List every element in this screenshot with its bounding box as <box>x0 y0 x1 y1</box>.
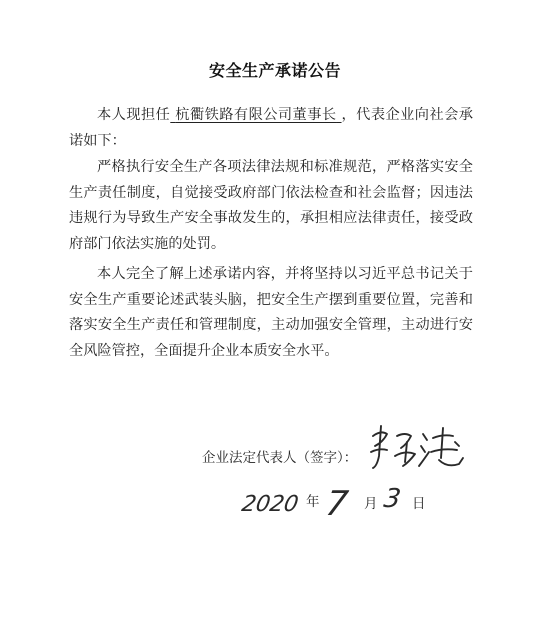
handwritten-signature <box>363 422 468 474</box>
document-title: 安全生产承诺公告 <box>208 61 341 80</box>
intro-text-after: ，代表企业向社会承诺如下： <box>69 107 473 149</box>
paragraph-pledge: 本人完全了解上述承诺内容，并将坚持以习近平总书记关于安全生产重要论述武装头脑，把安全生产摆到重要位置，完善和落实安全生产责任和管理制度，主动加强安全管理，主动进行安全风险管控，全面提升企业本质安全水平。 <box>69 266 473 359</box>
year-label: 年 <box>306 494 320 510</box>
handwritten-month: 7 <box>323 484 351 524</box>
position-value: 杭衢铁路有限公司董事长 <box>175 107 337 123</box>
position-field <box>170 107 341 123</box>
handwritten-day: 3 <box>381 484 403 514</box>
date-row <box>240 478 470 534</box>
handwritten-year: 2020 <box>239 492 301 517</box>
day-label: 日 <box>412 496 426 512</box>
intro-text-before: 本人现担任 <box>97 107 171 123</box>
signature-label: 企业法定代表人（签字）： <box>202 450 358 466</box>
paragraph-commitment: 严格执行安全生产各项法律法规和标准规范，严格落实安全生产责任制度，自觉接受政府部门依法检查和社会监督；因违法违规行为导致生产安全事故发生的，承担相应法律责任，接受政府部门依法实施的处罚。 <box>69 159 473 252</box>
paragraph-intro <box>69 103 473 154</box>
month-label: 月 <box>364 496 378 512</box>
